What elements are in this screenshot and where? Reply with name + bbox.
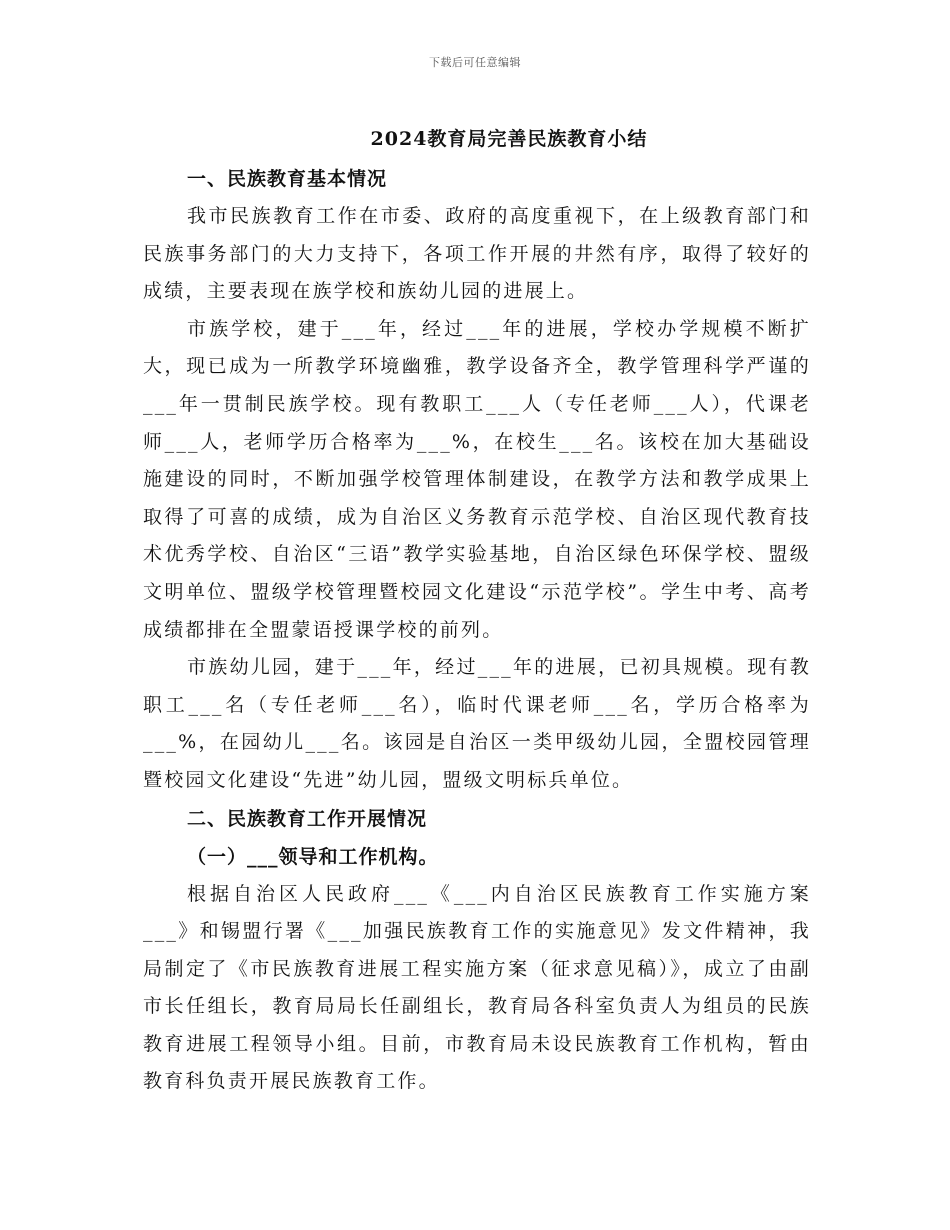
document-title: 2024教育局完善民族教育小结	[370, 128, 648, 150]
section-work-progress	[143, 800, 811, 1102]
document-body	[143, 118, 811, 1101]
section-heading-1: 一、民族教育基本情况	[187, 168, 388, 190]
section-basic-situation	[143, 160, 811, 800]
paragraph: 市族幼儿园，建于___年，经过___年的进展，已初具规模。现有教职工___名（专任老师___名），临时代课老师___名，学历合格率为___%，在园幼儿___名。该园是自治区一类甲级幼儿园，全盟校园管理暨校园文化建设“先进”幼儿园，盟级文明标兵单位。	[143, 656, 811, 791]
section-heading-2: 二、民族教育工作开展情况	[187, 807, 428, 830]
paragraph: 根据自治区人民政府___《___内自治区民族教育工作实施方案___》和锡盟行署《___加强民族教育工作的实施意见》发文件精神，我局制定了《市民族教育进展工程实施方案（征求意见稿）》，成立了由副市长任组长，教育局局长任副组长，教育局各科室负责人为组员的民族教育进展工程领导小组。目前，市教育局未设民族教育工作机构，暂由教育科负责开展民族教育工作。	[143, 882, 811, 1093]
sub-heading-1: （一）___领导和工作机构。	[187, 845, 439, 868]
paragraph: 市族学校，建于___年，经过___年的进展，学校办学规模不断扩大，现已成为一所教学环境幽雅，教学设备齐全，教学管理科学严谨的___年一贯制民族学校。现有教职工___人（专任老师___人），代课老师___人，老师学历合格率为___%，在校生___名。该校在加大基础设施建设的同时，不断加强学校管理体制建设，在教学方法和教学成果上取得了可喜的成绩，成为自治区义务教育示范学校、自治区现代教育技术优秀学校、自治区“三语”教学实验基地，自治区绿色环保学校、盟级文明单位、盟级学校管理暨校园文化建设“示范学校”。学生中考、高考成绩都排在全盟蒙语授课学校的前列。	[143, 317, 811, 641]
paragraph: 我市民族教育工作在市委、政府的高度重视下，在上级教育部门和民族事务部门的大力支持下，各项工作开展的井然有序，取得了较好的成绩，主要表现在族学校和族幼儿园的进展上。	[143, 205, 811, 303]
header-note: 下载后可任意编辑	[429, 56, 521, 69]
